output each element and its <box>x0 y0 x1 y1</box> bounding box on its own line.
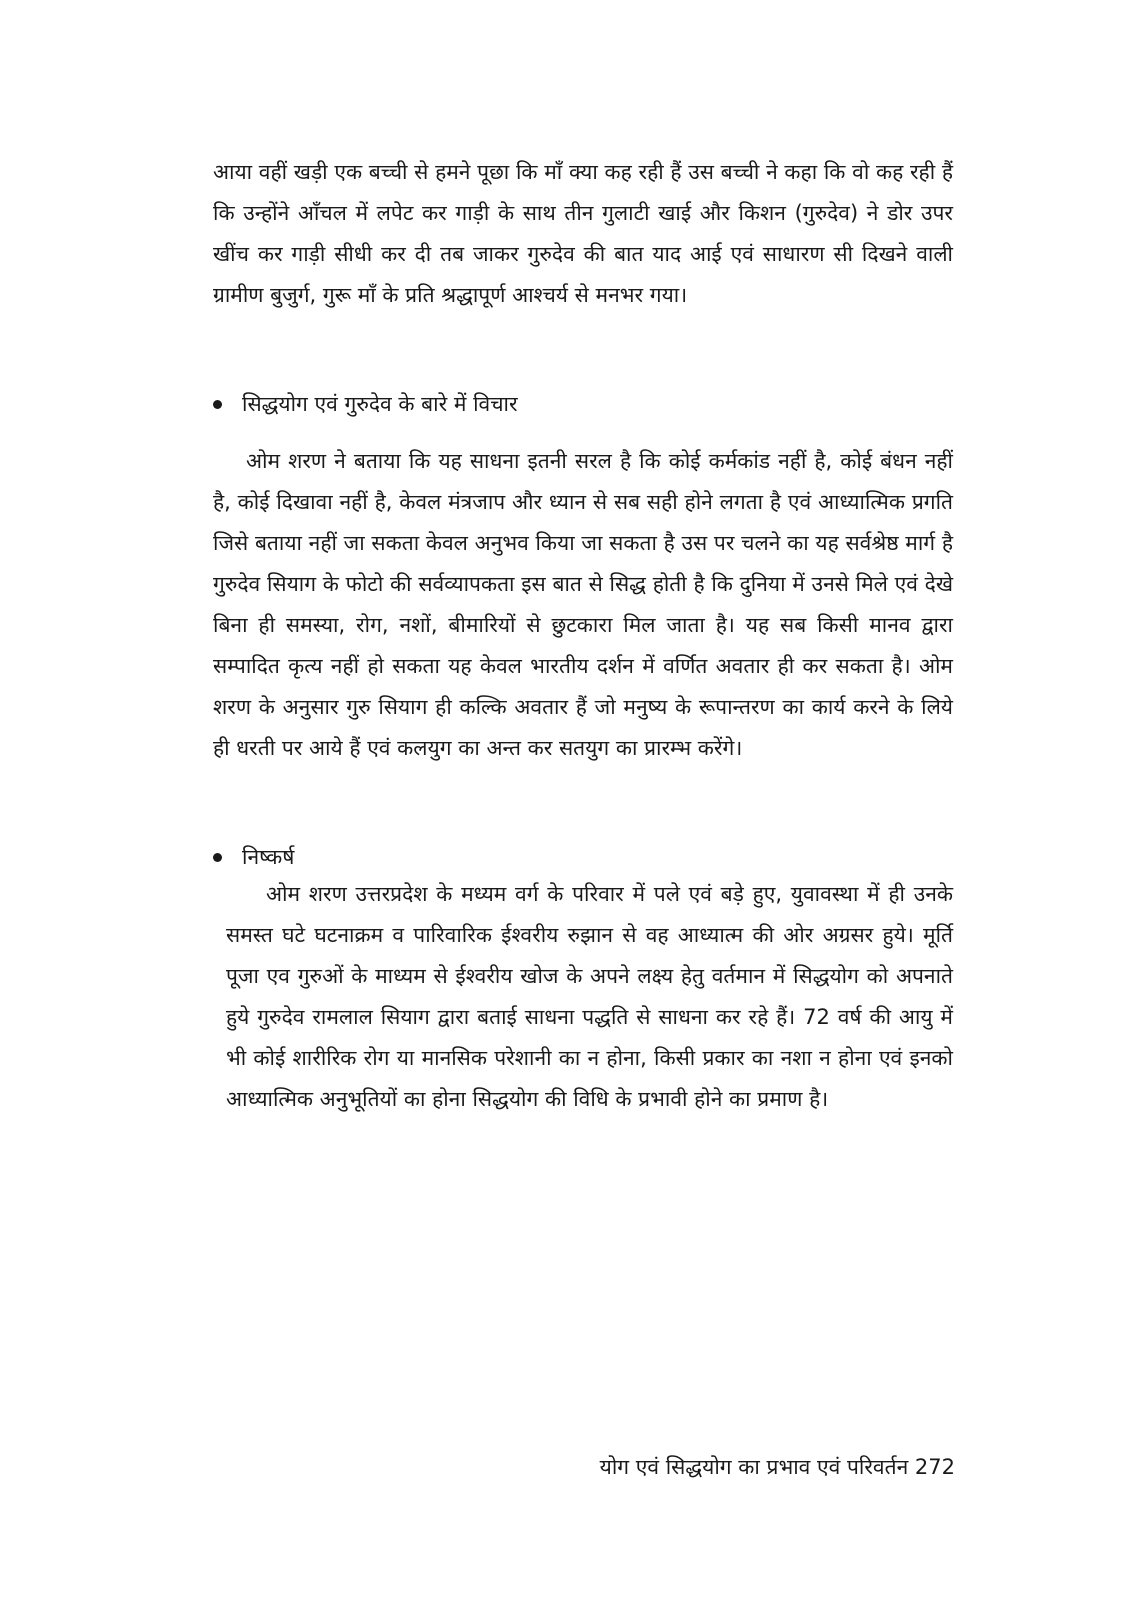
page-number: 272 <box>914 1455 955 1479</box>
bullet-icon <box>213 400 222 409</box>
section-heading-text: निष्कर्ष <box>242 845 295 869</box>
bullet-icon <box>213 853 222 862</box>
paragraph-intro: आया वहीं खड़ी एक बच्ची से हमने पूछा कि माँ क्या कह रही हैं उस बच्ची ने कहा कि वो कह रही हैं कि उन्होंने आँचल में लपेट कर गाड़ी के साथ तीन गुलाटी खाई और किशन (गुरुदेव) ने डोर उपर खींच कर गाड़ी सीधी कर दी तब जाकर गुरुदेव की बात याद आई एवं साधारण सी दिखने वाली ग्रामीण बुजुर्ग, गुरू माँ के प्रति श्रद्धापूर्ण आश्चर्य से मनभर गया। <box>213 160 953 307</box>
paragraph-conclusion: ओम शरण उत्तरप्रदेश के मध्यम वर्ग के परिवार में पले एवं बड़े हुए, युवावस्था में ही उनके समस्त घटे घटनाक्रम व पारिवारिक ईश्वरीय रुझान से वह आध्यात्म की ओर अग्रसर हुये। मूर्ति पूजा एव गुरुओं के माध्यम से ईश्वरीय खोज के अपने लक्ष्य हेतु वर्तमान में सिद्धयोग को अपनाते हुये गुरुदेव रामलाल सियाग द्वारा बताई साधना पद्धति से साधना कर रहे हैं। 72 वर्ष की आयु में भी कोई शारीरिक रोग या मानसिक परेशानी का न होना, किसी प्रकार का नशा न होना एवं इनको आध्यात्मिक अनुभूतियों का होना सिद्धयोग की विधि के प्रभावी होने का प्रमाण है। <box>226 882 953 1111</box>
paragraph-views: ओम शरण ने बताया कि यह साधना इतनी सरल है कि कोई कर्मकांड नहीं है, कोई बंधन नहीं है, कोई दिखावा नहीं है, केवल मंत्रजाप और ध्यान से सब सही होने लगता है एवं आध्यात्मिक प्रगति जिसे बताया नहीं जा सकता केवल अनुभव किया जा सकता है उस पर चलने का यह सर्वश्रेष्ठ मार्ग है गुरुदेव सियाग के फोटो की सर्वव्यापकता इस बात से सिद्ध होती है कि दुनिया में उनसे मिले एवं देखे बिना ही समस्या, रोग, नशों, बीमारियों से छुटकारा मिल जाता है। यह सब किसी मानव द्वारा सम्पादित कृत्य नहीं हो सकता यह केवल भारतीय दर्शन में वर्णित अवतार ही कर सकता है। ओम शरण के अनुसार गुरु सियाग ही कल्कि अवतार हैं जो मनुष्य के रूपान्तरण का कार्य करने के लिये ही धरती पर आये हैं एवं कलयुग का अन्त कर सतयुग का प्रारम्भ करेंगे। <box>213 449 953 760</box>
page-footer <box>600 1452 955 1482</box>
section-heading-views <box>213 389 518 419</box>
footer-title: योग एवं सिद्धयोग का प्रभाव एवं परिवर्तन <box>599 1455 909 1479</box>
section-heading-text: सिद्धयोग एवं गुरुदेव के बारे में विचार <box>242 392 518 416</box>
section-heading-conclusion <box>213 842 294 872</box>
